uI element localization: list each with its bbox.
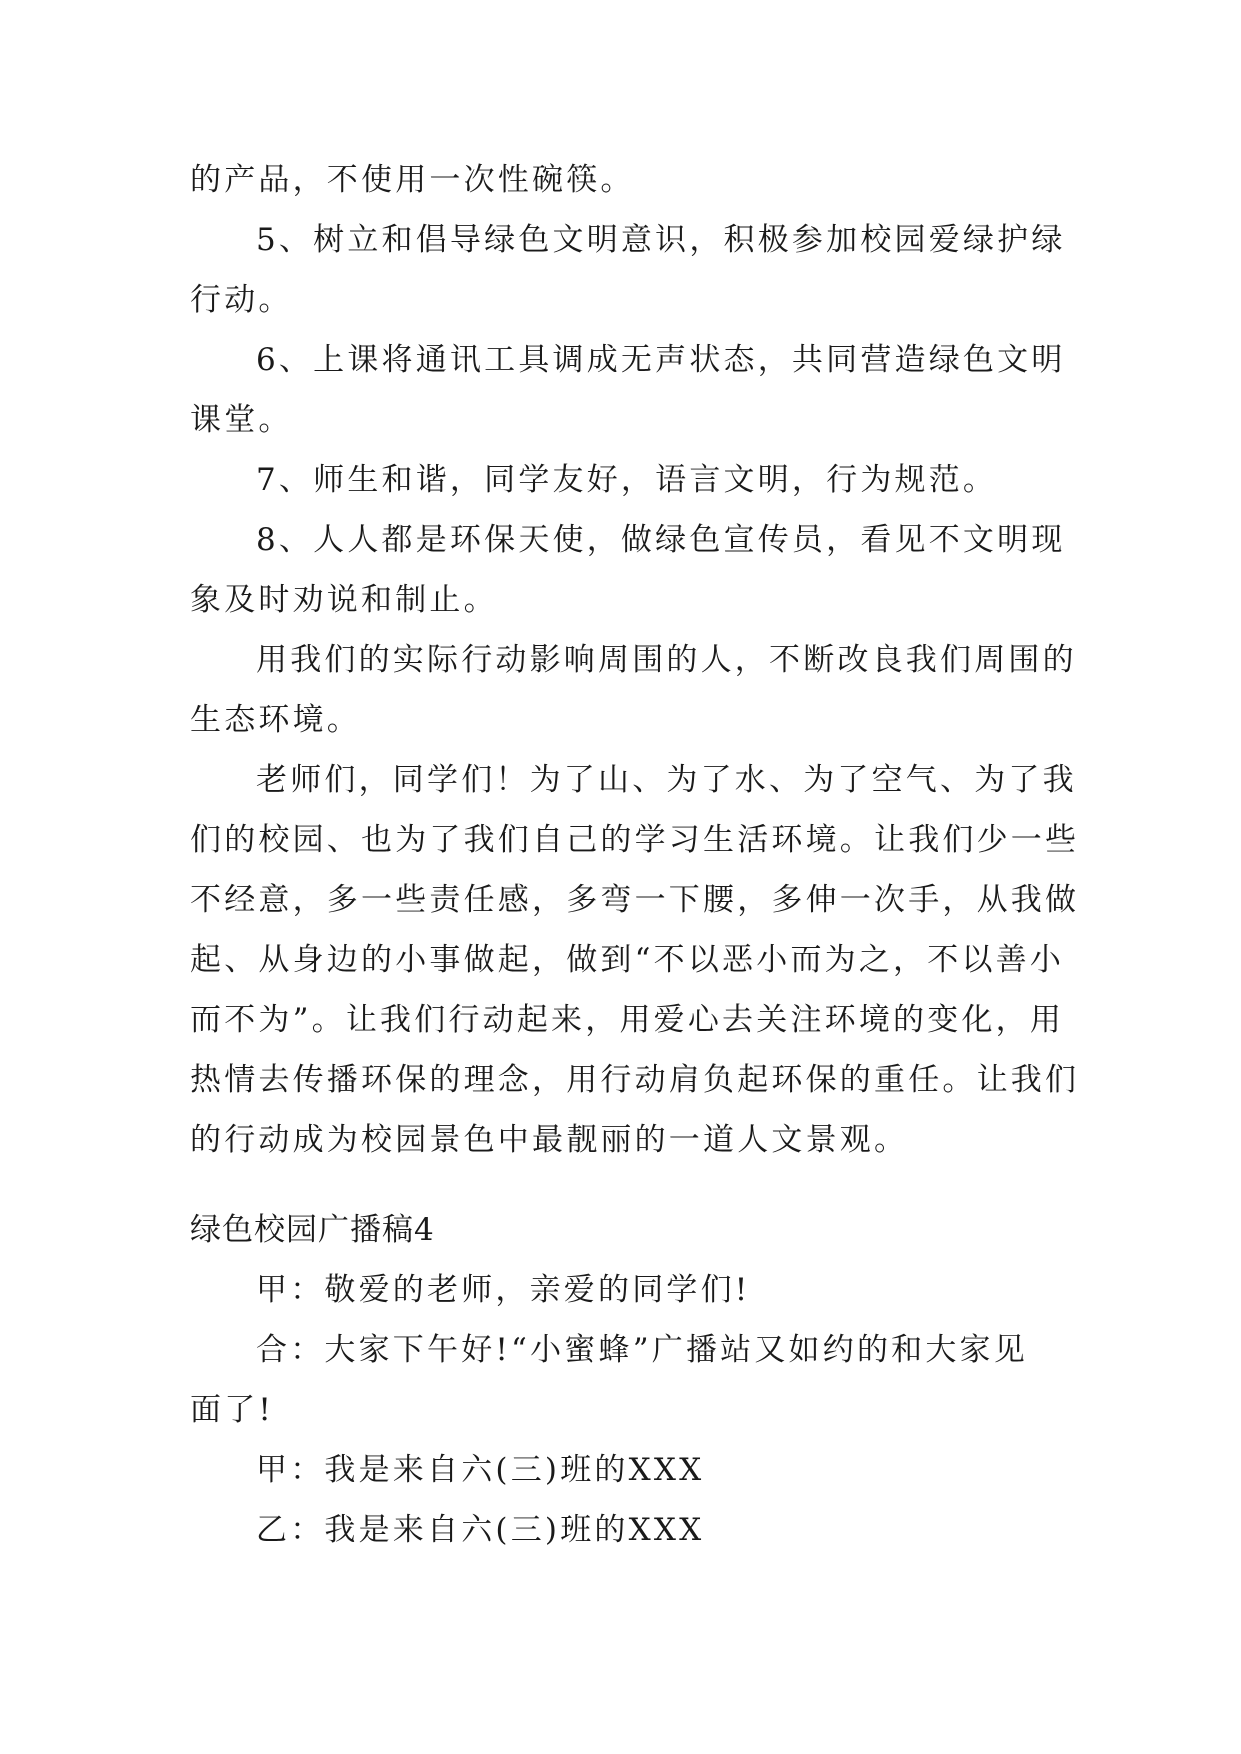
list-item-8: 8、人人都是环保天使，做绿色宣传员，看见不文明现 bbox=[256, 522, 1066, 558]
paragraph-line: 的行动成为校园景色中最靓丽的一道人文景观。 bbox=[190, 1122, 909, 1158]
list-item-5: 5、树立和倡导绿色文明意识，积极参加校园爱绿护绿 bbox=[256, 222, 1066, 258]
paragraph-line: 课堂。 bbox=[190, 402, 293, 438]
paragraph-line: 起、从身边的小事做起，做到“不以恶小而为之，不以善小 bbox=[190, 942, 1065, 978]
paragraph-line: 的产品，不使用一次性碗筷。 bbox=[190, 162, 635, 198]
dialogue-line: 合：大家下午好!“小蜜蜂”广播站又如约的和大家见 bbox=[256, 1332, 1028, 1368]
paragraph-line: 生态环境。 bbox=[190, 702, 361, 738]
dialogue-line: 面了! bbox=[190, 1392, 275, 1428]
list-item-7: 7、师生和谐，同学友好，语言文明，行为规范。 bbox=[256, 462, 998, 498]
paragraph-line: 象及时劝说和制止。 bbox=[190, 582, 498, 618]
paragraph-line: 用我们的实际行动影响周围的人，不断改良我们周围的 bbox=[256, 642, 1077, 678]
section-title: 绿色校园广播稿4 bbox=[190, 1212, 435, 1248]
dialogue-line: 甲：敬爱的老师，亲爱的同学们! bbox=[256, 1272, 751, 1308]
document-page bbox=[190, 150, 1080, 1560]
dialogue-line: 乙：我是来自六(三)班的XXX bbox=[256, 1512, 705, 1548]
paragraph-line: 不经意，多一些责任感，多弯一下腰，多伸一次手，从我做 bbox=[190, 882, 1080, 918]
list-item-6: 6、上课将通讯工具调成无声状态，共同营造绿色文明 bbox=[256, 342, 1066, 378]
paragraph-line: 们的校园、也为了我们自己的学习生活环境。让我们少一些 bbox=[190, 822, 1080, 858]
paragraph-line: 热情去传播环保的理念，用行动肩负起环保的重任。让我们 bbox=[190, 1062, 1080, 1098]
paragraph-line: 行动。 bbox=[190, 282, 293, 318]
dialogue-line: 甲：我是来自六(三)班的XXX bbox=[256, 1452, 705, 1488]
section-gap bbox=[190, 1170, 1056, 1200]
paragraph-line: 而不为”。让我们行动起来，用爱心去关注环境的变化，用 bbox=[190, 1002, 1065, 1038]
paragraph-line: 老师们，同学们！为了山、为了水、为了空气、为了我 bbox=[256, 762, 1077, 798]
